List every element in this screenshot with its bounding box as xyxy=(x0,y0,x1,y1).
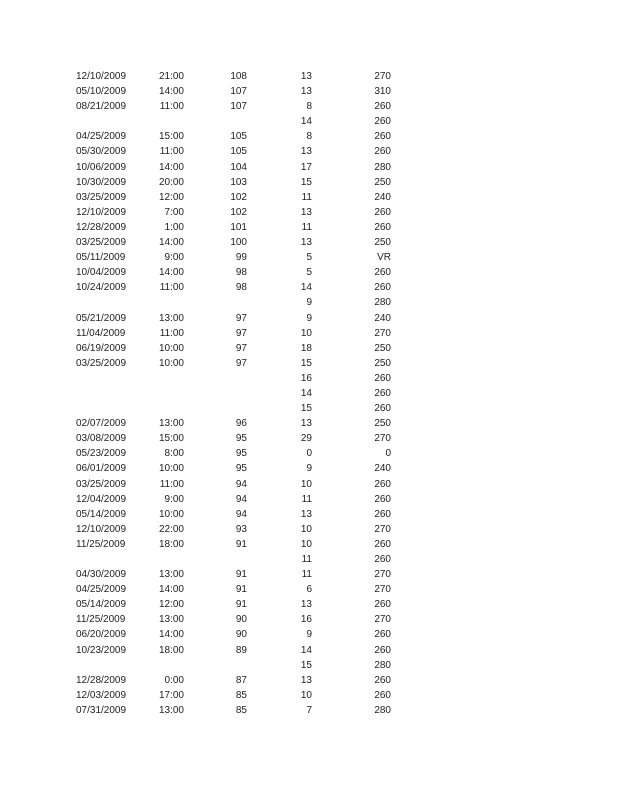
date-cell: 06/01/2009 xyxy=(76,463,127,475)
value-cell: 91 xyxy=(235,599,247,611)
table-row xyxy=(0,643,618,658)
time-cell: 13:00 xyxy=(158,312,184,324)
date-cell: 06/19/2009 xyxy=(76,342,127,354)
date-cell: 12/28/2009 xyxy=(76,221,127,233)
date-cell: 10/24/2009 xyxy=(76,282,127,294)
time-cell: 20:00 xyxy=(158,176,184,188)
col4-cell: 13 xyxy=(300,418,312,430)
table-row xyxy=(0,295,618,310)
time-cell: 0:00 xyxy=(164,674,184,686)
date-cell: 03/25/2009 xyxy=(76,478,127,490)
col4-cell: 0 xyxy=(306,448,312,460)
date-cell: 03/08/2009 xyxy=(76,433,127,445)
table-row xyxy=(0,114,618,129)
col4-cell: 11 xyxy=(301,191,312,203)
table-row xyxy=(0,431,618,446)
date-cell: 12/03/2009 xyxy=(76,689,127,701)
time-cell: 11:00 xyxy=(159,146,184,158)
col5-cell: 280 xyxy=(374,659,391,671)
date-cell: 03/25/2009 xyxy=(76,357,127,369)
value-cell: 100 xyxy=(230,237,247,249)
col5-cell: 260 xyxy=(374,599,391,611)
date-cell: 05/23/2009 xyxy=(76,448,127,460)
col4-cell: 18 xyxy=(300,342,312,354)
time-cell: 13:00 xyxy=(158,569,184,581)
value-cell: 91 xyxy=(235,538,247,550)
table-row xyxy=(0,627,618,642)
value-cell: 97 xyxy=(235,312,247,324)
table-row xyxy=(0,356,618,371)
col4-cell: 13 xyxy=(300,146,312,158)
col4-cell: 14 xyxy=(300,116,312,128)
time-cell: 8:00 xyxy=(164,448,184,460)
date-cell: 10/30/2009 xyxy=(76,176,127,188)
col5-cell: 260 xyxy=(374,493,391,505)
time-cell: 13:00 xyxy=(158,418,184,430)
table-row xyxy=(0,311,618,326)
col4-cell: 14 xyxy=(300,387,312,399)
table-row xyxy=(0,235,618,250)
col5-cell: 260 xyxy=(374,689,391,701)
col5-cell: 260 xyxy=(374,538,391,550)
date-cell: 05/10/2009 xyxy=(76,86,127,98)
value-cell: 107 xyxy=(230,101,247,113)
date-cell: 10/23/2009 xyxy=(76,644,127,656)
time-cell: 18:00 xyxy=(158,538,184,550)
col4-cell: 13 xyxy=(300,674,312,686)
date-cell: 03/25/2009 xyxy=(76,237,127,249)
value-cell: 108 xyxy=(230,71,247,82)
table-row xyxy=(0,703,618,718)
value-cell: 85 xyxy=(235,689,247,701)
date-cell: 12/10/2009 xyxy=(76,206,127,218)
col5-cell: 260 xyxy=(374,131,391,143)
table-row xyxy=(0,552,618,567)
time-cell: 9:00 xyxy=(164,252,184,264)
date-cell: 03/25/2009 xyxy=(76,191,127,203)
value-cell: 91 xyxy=(235,569,247,581)
col5-cell: 250 xyxy=(374,237,391,249)
col4-cell: 17 xyxy=(300,161,312,173)
time-cell: 14:00 xyxy=(158,86,184,98)
table-row xyxy=(0,567,618,582)
table-row xyxy=(0,175,618,190)
table-row xyxy=(0,341,618,356)
value-cell: 104 xyxy=(230,161,247,173)
col5-cell: 270 xyxy=(374,327,391,339)
col4-cell: 7 xyxy=(306,704,312,716)
table-row xyxy=(0,416,618,431)
col5-cell: 270 xyxy=(374,71,391,82)
date-cell: 05/14/2009 xyxy=(76,508,127,520)
col4-cell: 5 xyxy=(306,252,312,264)
date-cell: 08/21/2009 xyxy=(76,101,127,113)
time-cell: 11:00 xyxy=(159,101,184,113)
date-cell: 10/04/2009 xyxy=(76,267,127,279)
table-row xyxy=(0,265,618,280)
value-cell: 105 xyxy=(230,131,247,143)
date-cell: 04/30/2009 xyxy=(76,569,127,581)
table-row xyxy=(0,401,618,416)
value-cell: 96 xyxy=(235,418,247,430)
col4-cell: 11 xyxy=(301,554,312,565)
col5-cell: 250 xyxy=(374,176,391,188)
date-cell: 06/20/2009 xyxy=(76,629,127,641)
col5-cell: 260 xyxy=(374,554,391,565)
col5-cell: 240 xyxy=(374,463,391,475)
table-row xyxy=(0,190,618,205)
date-cell: 11/25/2009 xyxy=(76,538,126,550)
data-table xyxy=(0,69,618,718)
table-row xyxy=(0,612,618,627)
col4-cell: 10 xyxy=(300,523,312,535)
col4-cell: 9 xyxy=(306,463,312,475)
time-cell: 15:00 xyxy=(158,433,184,445)
value-cell: 85 xyxy=(235,704,247,716)
time-cell: 22:00 xyxy=(158,523,184,535)
value-cell: 89 xyxy=(235,644,247,656)
col5-cell: 260 xyxy=(374,644,391,656)
time-cell: 12:00 xyxy=(158,191,184,203)
table-row xyxy=(0,129,618,144)
time-cell: 13:00 xyxy=(158,614,184,626)
date-cell: 04/25/2009 xyxy=(76,584,127,596)
table-row xyxy=(0,537,618,552)
col5-cell: 280 xyxy=(374,704,391,716)
col4-cell: 10 xyxy=(300,327,312,339)
table-row xyxy=(0,326,618,341)
table-row xyxy=(0,280,618,295)
col4-cell: 13 xyxy=(300,237,312,249)
col4-cell: 9 xyxy=(306,297,312,309)
date-cell: 10/06/2009 xyxy=(76,161,127,173)
value-cell: 97 xyxy=(235,357,247,369)
col5-cell: 250 xyxy=(374,357,391,369)
col4-cell: 9 xyxy=(306,312,312,324)
col4-cell: 10 xyxy=(300,538,312,550)
time-cell: 10:00 xyxy=(158,508,184,520)
value-cell: 91 xyxy=(235,584,247,596)
time-cell: 21:00 xyxy=(158,71,184,82)
col5-cell: 310 xyxy=(374,86,391,98)
value-cell: 101 xyxy=(230,221,247,233)
date-cell: 12/10/2009 xyxy=(76,523,127,535)
col5-cell: 260 xyxy=(374,629,391,641)
col5-cell: 260 xyxy=(374,387,391,399)
date-cell: 05/11/2009 xyxy=(76,252,126,264)
table-row xyxy=(0,205,618,220)
col5-cell: 270 xyxy=(374,523,391,535)
col4-cell: 13 xyxy=(300,599,312,611)
table-row xyxy=(0,84,618,99)
col5-cell: 250 xyxy=(374,418,391,430)
col5-cell: 260 xyxy=(374,206,391,218)
value-cell: 90 xyxy=(235,629,247,641)
col4-cell: 8 xyxy=(306,101,312,113)
value-cell: 98 xyxy=(235,282,247,294)
table-row xyxy=(0,688,618,703)
table-row xyxy=(0,144,618,159)
date-cell: 12/10/2009 xyxy=(76,71,127,82)
col5-cell: 260 xyxy=(374,101,391,113)
time-cell: 14:00 xyxy=(158,584,184,596)
value-cell: 95 xyxy=(235,448,247,460)
value-cell: 93 xyxy=(235,523,247,535)
time-cell: 14:00 xyxy=(158,629,184,641)
time-cell: 11:00 xyxy=(159,478,184,490)
table-row xyxy=(0,658,618,673)
table-row xyxy=(0,477,618,492)
time-cell: 7:00 xyxy=(164,206,184,218)
col5-cell: 260 xyxy=(374,674,391,686)
table-row xyxy=(0,69,618,84)
col4-cell: 9 xyxy=(306,629,312,641)
col4-cell: 15 xyxy=(300,176,312,188)
col5-cell: 260 xyxy=(374,508,391,520)
col5-cell: VR xyxy=(377,252,391,264)
table-row xyxy=(0,446,618,461)
col4-cell: 5 xyxy=(306,267,312,279)
col4-cell: 13 xyxy=(300,71,312,82)
col5-cell: 0 xyxy=(385,448,391,460)
col5-cell: 260 xyxy=(374,146,391,158)
col5-cell: 260 xyxy=(374,221,391,233)
col5-cell: 280 xyxy=(374,297,391,309)
value-cell: 95 xyxy=(235,433,247,445)
time-cell: 12:00 xyxy=(158,599,184,611)
date-cell: 12/04/2009 xyxy=(76,493,127,505)
time-cell: 15:00 xyxy=(158,131,184,143)
time-cell: 1:00 xyxy=(164,221,184,233)
col5-cell: 270 xyxy=(374,614,391,626)
value-cell: 94 xyxy=(235,493,247,505)
value-cell: 90 xyxy=(235,614,247,626)
col4-cell: 11 xyxy=(301,221,312,233)
time-cell: 11:00 xyxy=(159,282,184,294)
table-row xyxy=(0,250,618,265)
col5-cell: 260 xyxy=(374,403,391,415)
date-cell: 05/30/2009 xyxy=(76,146,127,158)
time-cell: 17:00 xyxy=(158,689,184,701)
col5-cell: 260 xyxy=(374,116,391,128)
col4-cell: 6 xyxy=(306,584,312,596)
time-cell: 10:00 xyxy=(158,463,184,475)
value-cell: 94 xyxy=(235,508,247,520)
date-cell: 12/28/2009 xyxy=(76,674,127,686)
table-row xyxy=(0,386,618,401)
col4-cell: 14 xyxy=(300,644,312,656)
table-row xyxy=(0,507,618,522)
table-row xyxy=(0,597,618,612)
value-cell: 95 xyxy=(235,463,247,475)
value-cell: 99 xyxy=(235,252,247,264)
col4-cell: 8 xyxy=(306,131,312,143)
date-cell: 11/25/2009 xyxy=(76,614,126,626)
table-row xyxy=(0,160,618,175)
col4-cell: 15 xyxy=(300,403,312,415)
table-row xyxy=(0,673,618,688)
col4-cell: 10 xyxy=(300,689,312,701)
col4-cell: 16 xyxy=(300,614,312,626)
date-cell: 11/04/2009 xyxy=(76,327,126,339)
col5-cell: 270 xyxy=(374,433,391,445)
time-cell: 9:00 xyxy=(164,493,184,505)
table-row xyxy=(0,522,618,537)
col4-cell: 15 xyxy=(300,357,312,369)
col4-cell: 29 xyxy=(300,433,312,445)
col5-cell: 270 xyxy=(374,569,391,581)
col5-cell: 270 xyxy=(374,584,391,596)
col5-cell: 260 xyxy=(374,282,391,294)
col4-cell: 15 xyxy=(300,659,312,671)
table-row xyxy=(0,461,618,476)
time-cell: 14:00 xyxy=(158,267,184,279)
date-cell: 05/21/2009 xyxy=(76,312,127,324)
col4-cell: 11 xyxy=(301,569,312,581)
value-cell: 103 xyxy=(230,176,247,188)
col5-cell: 240 xyxy=(374,312,391,324)
col5-cell: 260 xyxy=(374,478,391,490)
value-cell: 105 xyxy=(230,146,247,158)
time-cell: 14:00 xyxy=(158,237,184,249)
table-row xyxy=(0,371,618,386)
time-cell: 13:00 xyxy=(158,704,184,716)
table-row xyxy=(0,99,618,114)
col4-cell: 10 xyxy=(300,478,312,490)
time-cell: 10:00 xyxy=(158,342,184,354)
col4-cell: 14 xyxy=(300,282,312,294)
col5-cell: 250 xyxy=(374,342,391,354)
value-cell: 97 xyxy=(235,327,247,339)
date-cell: 07/31/2009 xyxy=(76,704,127,716)
value-cell: 102 xyxy=(230,206,247,218)
col4-cell: 16 xyxy=(300,372,312,384)
date-cell: 05/14/2009 xyxy=(76,599,127,611)
value-cell: 98 xyxy=(235,267,247,279)
value-cell: 87 xyxy=(235,674,247,686)
col4-cell: 13 xyxy=(300,508,312,520)
table-row xyxy=(0,220,618,235)
col4-cell: 13 xyxy=(300,206,312,218)
value-cell: 97 xyxy=(235,342,247,354)
value-cell: 94 xyxy=(235,478,247,490)
col4-cell: 11 xyxy=(301,493,312,505)
value-cell: 102 xyxy=(230,191,247,203)
col5-cell: 260 xyxy=(374,267,391,279)
time-cell: 10:00 xyxy=(158,357,184,369)
col5-cell: 280 xyxy=(374,161,391,173)
col5-cell: 260 xyxy=(374,372,391,384)
date-cell: 02/07/2009 xyxy=(76,418,127,430)
time-cell: 18:00 xyxy=(158,644,184,656)
value-cell: 107 xyxy=(230,86,247,98)
time-cell: 11:00 xyxy=(159,327,184,339)
table-row xyxy=(0,492,618,507)
time-cell: 14:00 xyxy=(158,161,184,173)
table-row xyxy=(0,582,618,597)
col5-cell: 240 xyxy=(374,191,391,203)
col4-cell: 13 xyxy=(300,86,312,98)
date-cell: 04/25/2009 xyxy=(76,131,127,143)
